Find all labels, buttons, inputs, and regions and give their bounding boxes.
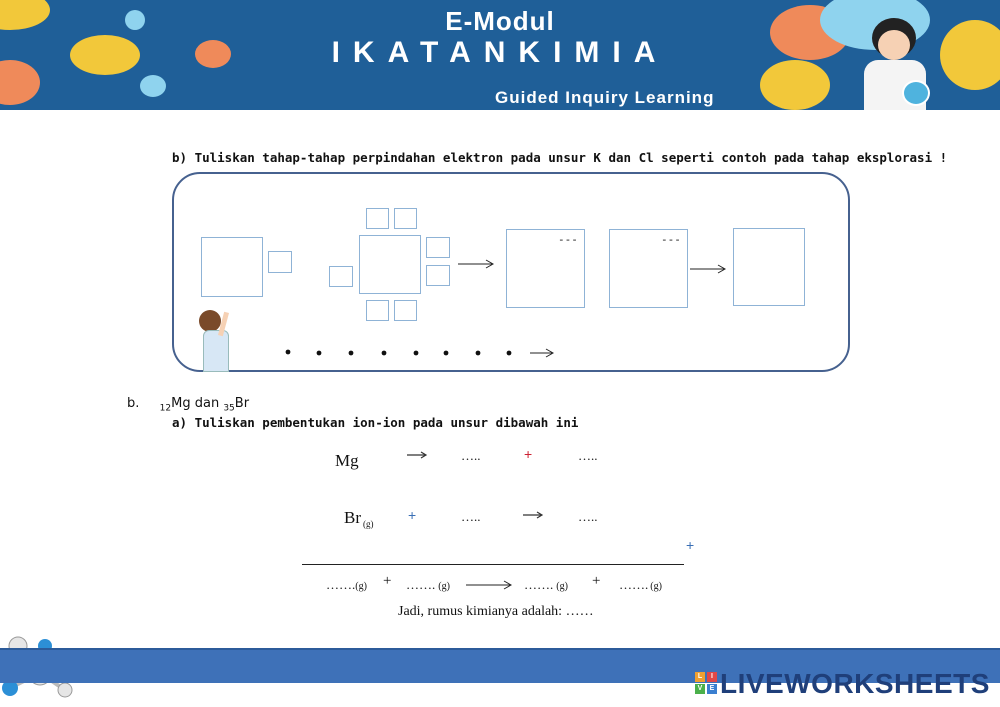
mg-atomic-number: 12 <box>159 403 172 414</box>
cl-electron-box[interactable] <box>366 300 389 321</box>
eq-state: (g) <box>438 581 450 592</box>
equation-blank[interactable] <box>524 577 568 593</box>
plus-sign: + <box>383 573 392 589</box>
equation-blank[interactable] <box>326 577 367 593</box>
blank-field[interactable]: ….. <box>578 448 598 463</box>
item-b-heading <box>127 396 249 414</box>
plus-sign: + <box>592 573 601 589</box>
eq-blank-text: ……. <box>619 577 649 592</box>
plus-icon: + <box>408 507 417 523</box>
eq-blank-text: ……. <box>326 577 356 592</box>
br-state: (g) <box>363 519 374 530</box>
k-electron-box[interactable] <box>268 251 292 273</box>
blank-field[interactable]: ….. <box>578 509 598 524</box>
cl-electron-box[interactable] <box>394 300 417 321</box>
section-b-instruction: b) Tuliskan tahap-tahap perpindahan elektron pada unsur K dan Cl seperti contoh pada tahap eksplorasi ! <box>172 150 948 165</box>
eq-state: (g) <box>355 581 367 592</box>
conclusion-text: Jadi, rumus kimianya adalah: …… <box>398 604 594 619</box>
charge-mark: --- <box>558 233 578 246</box>
cl-electron-box[interactable] <box>366 208 389 229</box>
cl-electron-box[interactable] <box>329 266 353 287</box>
module-title: IKATANKIMIA <box>331 36 669 69</box>
arrow-right-icon <box>458 258 496 270</box>
header-banner <box>0 0 1000 110</box>
eq-blank-text: ……. <box>524 577 554 592</box>
module-subtitle: Guided Inquiry Learning <box>495 88 715 107</box>
sum-line <box>302 564 684 565</box>
br-symbol: Br <box>234 396 250 411</box>
charge-mark: --- <box>661 233 681 246</box>
blank-field[interactable]: ….. <box>461 509 481 524</box>
student-illustration <box>195 306 245 374</box>
blank-field[interactable]: ….. <box>461 448 481 463</box>
equation-blank[interactable] <box>406 577 450 593</box>
arrow-right-icon <box>523 510 545 520</box>
brand-letter-box: V <box>695 684 705 694</box>
item-label: b. <box>127 396 140 411</box>
arrow-right-icon <box>690 263 728 275</box>
equation-blank[interactable] <box>619 577 662 593</box>
arrow-right-icon <box>466 579 514 591</box>
plus-icon: + <box>686 537 695 553</box>
eq-blank-text: ……. <box>406 577 436 592</box>
brand-letter-box: I <box>707 672 717 682</box>
atom-k-box[interactable] <box>201 237 263 297</box>
eq-state: (g) <box>650 581 662 592</box>
br-atomic-number: 35 <box>223 403 235 414</box>
compound-box[interactable] <box>733 228 805 306</box>
brand-letter-box: L <box>695 672 705 682</box>
plus-icon: + <box>524 446 533 462</box>
arrow-right-icon <box>407 450 429 460</box>
blank-dots <box>280 344 560 362</box>
mg-label: Mg <box>335 451 359 470</box>
eq-state: (g) <box>556 581 568 592</box>
liveworksheets-logo[interactable]: LIVEWORKSHEETS <box>720 668 990 699</box>
molecule-atom-icon <box>140 75 166 97</box>
br-label <box>344 508 374 529</box>
mg-symbol: Mg dan <box>171 396 224 411</box>
brand-letter-box: E <box>707 684 717 694</box>
atom-cl-box[interactable] <box>359 235 421 294</box>
br-text: Br <box>344 508 361 527</box>
sub-a-instruction: a) Tuliskan pembentukan ion-ion pada unsur dibawah ini <box>172 415 579 430</box>
cl-electron-box[interactable] <box>426 265 450 286</box>
module-label: E-Modul <box>445 6 555 36</box>
cl-electron-box[interactable] <box>426 237 450 258</box>
cl-electron-box[interactable] <box>394 208 417 229</box>
